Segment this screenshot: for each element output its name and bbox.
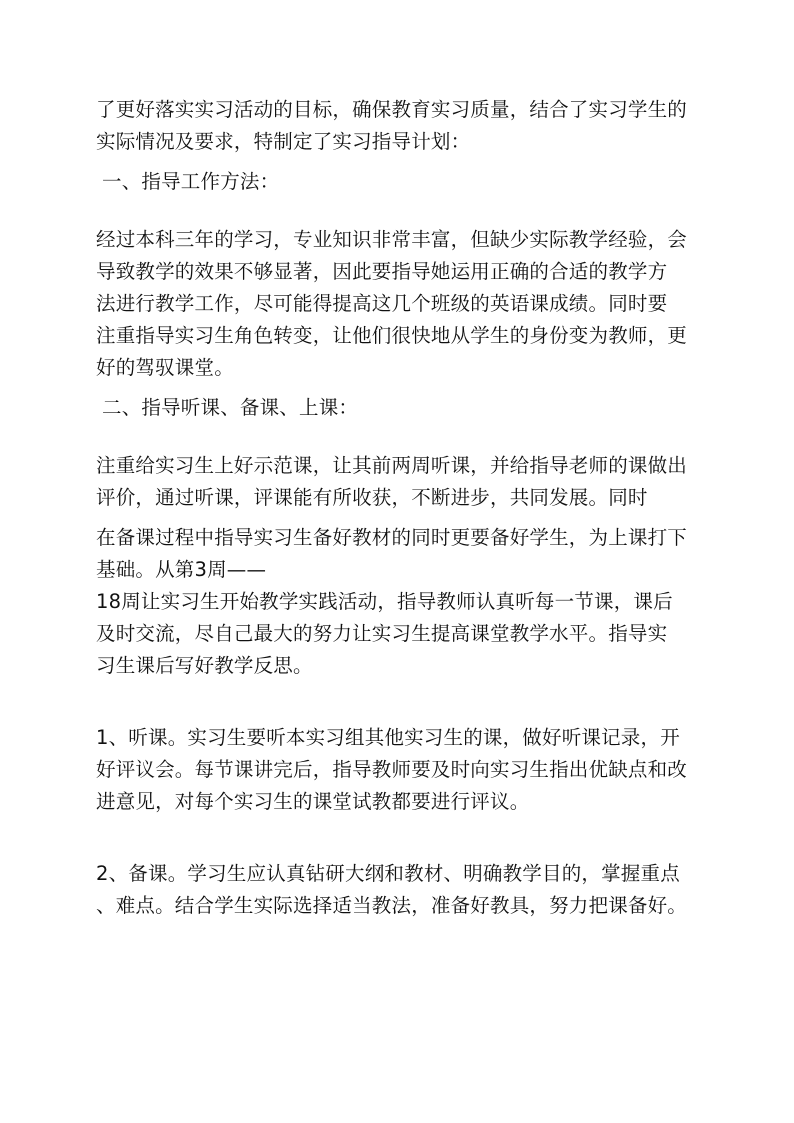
text-line: 好的驾驭课堂。 [96, 356, 234, 379]
intro-paragraph [96, 94, 700, 158]
listening-item [96, 722, 700, 818]
lessons-paragraph-2 [96, 522, 700, 682]
text-line: 法进行教学工作，尽可能得提高这几个班级的英语课成绩。同时要 [96, 292, 668, 315]
text-line: 实际情况及要求，特制定了实习指导计划： [96, 130, 471, 153]
text-line: 2、备课。学习生应认真钻研大纲和教材、明确教学目的，掌握重点 [96, 862, 680, 885]
methods-paragraph [96, 224, 700, 384]
text-line: 了更好落实实习活动的目标，确保教育实习质量，结合了实习学生的 [96, 98, 688, 121]
text-line: 18周让实习生开始教学实践活动，指导教师认真听每一节课，课后 [96, 590, 673, 613]
text-line: 评价，通过听课，评课能有所收获，不断进步，共同发展。同时 [96, 486, 648, 509]
text-line: 注重给实习生上好示范课，让其前两周听课，并给指导老师的课做出 [96, 454, 688, 477]
text-line: 、难点。结合学生实际选择适当教法，准备好教具，努力把课备好。 [96, 894, 688, 917]
section-heading-methods: 一、指导工作方法： [102, 170, 280, 193]
text-line: 1、听课。实习生要听本实习组其他实习生的课，做好听课记录，开 [96, 726, 680, 749]
text-line: 基础。从第3周—— [96, 558, 267, 581]
document-page [96, 94, 700, 922]
text-line: 经过本科三年的学习，专业知识非常丰富，但缺少实际教学经验，会 [96, 228, 688, 251]
text-line: 及时交流，尽自己最大的努力让实习生提高课堂教学水平。指导实 [96, 622, 668, 645]
lessons-paragraph-1 [96, 450, 700, 514]
text-line: 导致教学的效果不够显著，因此要指导她运用正确的合适的教学方 [96, 260, 668, 283]
preparation-item [96, 858, 700, 922]
text-line: 注重指导实习生角色转变，让他们很快地从学生的身份变为教师，更 [96, 324, 688, 347]
section-heading-lessons: 二、指导听课、备课、上课： [102, 396, 359, 419]
text-line: 进意见，对每个实习生的课堂试教都要进行评议。 [96, 790, 530, 813]
text-line: 在备课过程中指导实习生备好教材的同时更要备好学生，为上课打下 [96, 526, 688, 549]
text-line: 习生课后写好教学反思。 [96, 654, 313, 677]
text-line: 好评议会。每节课讲完后，指导教师要及时向实习生指出优缺点和改 [96, 758, 688, 781]
